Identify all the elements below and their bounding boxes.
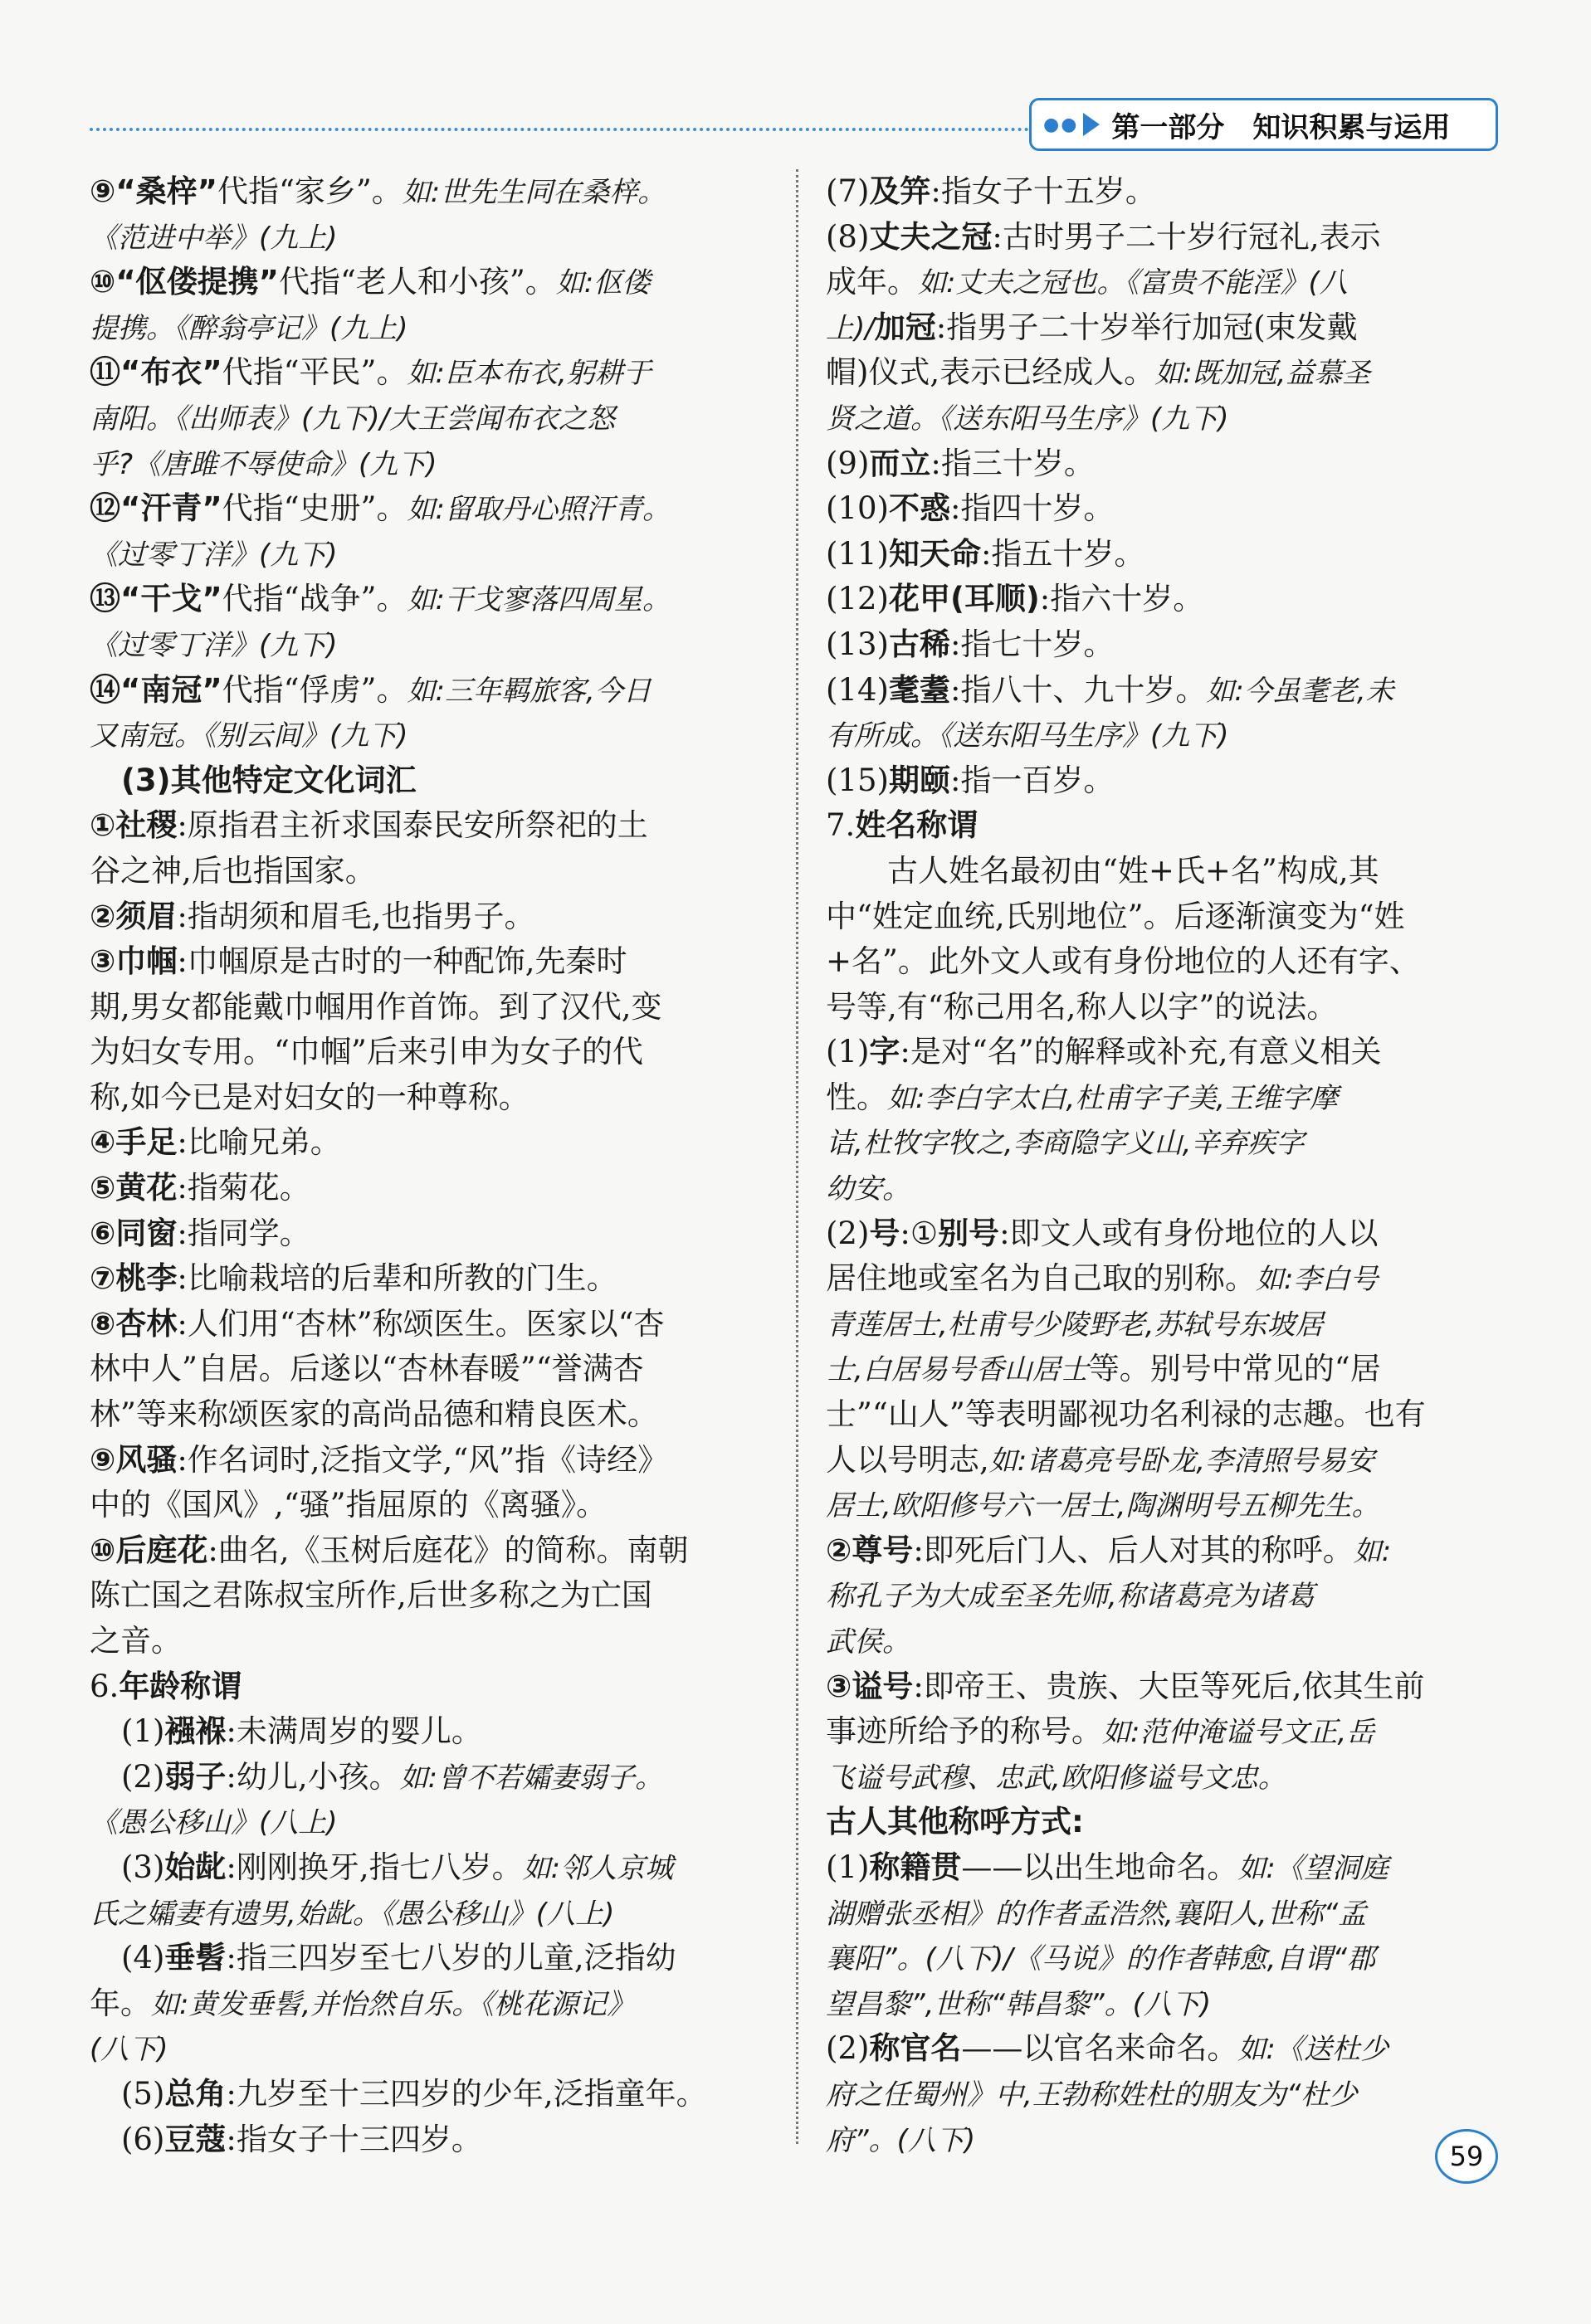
term-text: ④手足 — [90, 1124, 178, 1161]
text-line — [826, 260, 1502, 305]
header-arrow-icon — [1083, 113, 1100, 136]
body-text: :未满周岁的婴儿。 — [226, 1713, 482, 1750]
body-text: :即文人或有身份地位的人以 — [999, 1215, 1379, 1251]
text-line — [90, 1438, 766, 1484]
example-text: 诘,杜牧字牧之,李商隐字义山,辛弃疾字 — [826, 1127, 1305, 1161]
term-text: ⑧杏林 — [90, 1305, 178, 1342]
example-text: 如:干戈寥落四周星。 — [407, 583, 671, 617]
body-text: :比喻兄弟。 — [177, 1124, 341, 1161]
text-line — [90, 1392, 766, 1438]
body-text: :指男子二十岁举行加冠(束发戴 — [935, 309, 1358, 345]
term-text: 称官名 — [869, 2030, 962, 2067]
example-text: 府之任蜀州》中,王勃称姓杜的朋友为“杜少 — [826, 2078, 1358, 2112]
text-line — [826, 668, 1502, 714]
example-text: 如:《送杜少 — [1237, 2033, 1388, 2067]
example-text: 如:臣本布衣,躬耕于 — [407, 357, 652, 391]
term-text: 总角 — [164, 2075, 227, 2112]
text-line — [90, 396, 766, 441]
body-text: :即死后门人、后人对其的称呼。 — [913, 1532, 1354, 1568]
body-text: 年。 — [90, 1985, 151, 2021]
body-text: 帽)仪式,表示已经成人。 — [826, 354, 1155, 391]
text-line — [90, 1211, 766, 1257]
example-text: 上)/ — [826, 311, 875, 345]
page-number: 59 — [1435, 2129, 1498, 2184]
body-text: :指五十岁。 — [980, 535, 1145, 572]
example-text: 如:伛偻 — [555, 266, 651, 300]
text-line — [826, 1483, 1502, 1528]
text-line — [90, 985, 766, 1030]
term-text: 耄耋 — [888, 671, 950, 708]
body-text: 成年。 — [826, 264, 918, 300]
example-text: 湖赠张丞相》的作者孟浩然,襄阳人,世称“孟 — [826, 1897, 1367, 1931]
text-line — [826, 1438, 1502, 1484]
body-text: (6) — [121, 2121, 165, 2157]
example-text: 如:李白字太白,杜甫字子美,王维字摩 — [887, 1081, 1339, 1115]
text-line — [826, 1936, 1502, 1981]
body-text: :比喻栽培的后辈和所教的门生。 — [177, 1260, 617, 1297]
text-line — [90, 1619, 766, 1664]
body-text: :作名词时,泛指文学,“风”指《诗经》 — [177, 1441, 669, 1478]
text-line — [826, 350, 1502, 396]
body-text: 林中人”自居。后遂以“杏林春暖”“誉满杏 — [90, 1351, 644, 1387]
body-text: (1) — [826, 1034, 870, 1070]
body-text: :指一百岁。 — [949, 762, 1115, 798]
term-text: 古稀 — [888, 626, 950, 662]
text-line — [826, 713, 1502, 758]
text-line — [826, 1392, 1502, 1438]
body-text: :曲名,《玉树后庭花》的简称。南朝 — [207, 1532, 689, 1568]
body-text: 士”“山人”等表明鄙视功名利禄的志趣。也有 — [826, 1396, 1426, 1433]
term-text: 不惑 — [888, 490, 950, 527]
text-line — [90, 169, 766, 215]
text-line — [826, 169, 1502, 215]
example-text: 府”。(八下) — [826, 2123, 976, 2157]
text-line — [90, 1573, 766, 1619]
body-text: 等。别号中常见的“居 — [1088, 1351, 1381, 1387]
term-text: ②须眉 — [90, 898, 178, 934]
text-line — [826, 1981, 1502, 2027]
text-line — [826, 1166, 1502, 1211]
example-text: 称孔子为大成至圣先师,称诸葛亮为诸葛 — [826, 1580, 1315, 1614]
text-line — [90, 1075, 766, 1121]
text-line — [90, 622, 766, 668]
body-text: (1) — [121, 1713, 165, 1750]
example-text: 又南冠。《别云间》(九下) — [90, 719, 408, 753]
header-title: 知识积累与运用 — [1252, 110, 1451, 144]
body-text: 为妇女专用。“巾帼”后来引申为女子的代 — [90, 1034, 643, 1070]
term-text: ⑭“南冠” — [90, 671, 222, 708]
term-text: 称籍贯 — [869, 1849, 962, 1885]
example-text: 提携。《醉翁亭记》(九上) — [90, 311, 408, 345]
term-text: ②尊号 — [826, 1532, 914, 1568]
section-header — [1029, 98, 1498, 151]
text-line — [826, 1800, 1502, 1845]
term-text: 襁褓 — [164, 1713, 227, 1750]
text-line — [90, 1302, 766, 1347]
body-text: :指三四岁至七八岁的儿童,泛指幼 — [226, 1940, 676, 1976]
text-line — [826, 305, 1502, 351]
body-text: (9) — [826, 445, 870, 481]
body-text: :巾帼原是古时的一种配饰,先秦时 — [177, 943, 627, 980]
term-text: 而立 — [869, 445, 931, 481]
body-text: (7) — [826, 173, 870, 209]
left-column — [90, 169, 766, 2162]
example-text: 贤之道。《送东阳马生序》(九下) — [826, 402, 1229, 436]
text-line — [90, 2072, 766, 2117]
term-text: 加冠 — [874, 309, 936, 345]
text-line — [826, 1030, 1502, 1075]
body-text: :指八十、九十岁。 — [949, 671, 1207, 708]
text-line — [826, 1528, 1502, 1574]
example-text: (八下) — [90, 2033, 168, 2067]
text-line — [826, 2026, 1502, 2072]
body-text: :是对“名”的解释或补充,有意义相关 — [900, 1034, 1382, 1070]
example-text: 如: — [1353, 1534, 1392, 1568]
term-text: ⑫“汗青” — [90, 490, 222, 527]
body-text: 号等,有“称己用名,称人以字”的说法。 — [826, 988, 1338, 1025]
body-text: ——以出生地命名。 — [961, 1849, 1238, 1885]
body-text: (2) — [826, 1215, 870, 1251]
body-text: :刚刚换牙,指七八岁。 — [226, 1849, 523, 1885]
term-text: ⑤黄花 — [90, 1170, 178, 1206]
body-text: (1) — [826, 1849, 870, 1885]
body-text: (14) — [826, 671, 889, 708]
example-text: 如:留取丹心照汗青。 — [407, 493, 671, 527]
term-text: ⑥同窗 — [90, 1215, 178, 1251]
text-line — [826, 1075, 1502, 1121]
text-line — [90, 668, 766, 714]
text-line — [90, 849, 766, 894]
example-text: 《过零丁洋》(九下) — [90, 628, 338, 662]
text-line — [826, 1256, 1502, 1302]
example-text: 《愚公移山》(八上) — [90, 1806, 338, 1840]
text-line — [826, 849, 1502, 894]
example-text: 武侯。 — [826, 1625, 910, 1659]
term-text: ⑩“伛偻提携” — [90, 264, 279, 300]
term-text: 始龀 — [164, 1849, 227, 1885]
text-line — [826, 1619, 1502, 1664]
body-text: :指女子十三四岁。 — [226, 2121, 482, 2157]
term-text: ③谥号 — [826, 1668, 914, 1704]
text-line — [826, 1755, 1502, 1800]
text-line — [826, 758, 1502, 804]
text-line — [826, 1347, 1502, 1392]
text-line — [90, 1755, 766, 1800]
header-dots-icon: ●● — [1043, 114, 1079, 135]
example-text: 如:黄发垂髫,并怡然自乐。《桃花源记》 — [151, 1987, 636, 2021]
term-text: 及笄 — [869, 173, 931, 209]
body-text: (13) — [826, 626, 889, 662]
example-text: 《范进中举》(九上) — [90, 221, 338, 255]
text-line — [826, 396, 1502, 441]
text-line — [90, 1166, 766, 1211]
body-text: :指菊花。 — [177, 1170, 310, 1206]
text-line — [826, 1302, 1502, 1347]
text-line — [90, 532, 766, 577]
example-text: 青莲居士,杜甫号少陵野老,苏轼号东坡居 — [826, 1308, 1324, 1342]
term-text: 别号 — [938, 1215, 1000, 1251]
text-line — [826, 622, 1502, 668]
text-line — [826, 1573, 1502, 1619]
text-line — [826, 486, 1502, 532]
body-text: (3) — [121, 1849, 165, 1885]
body-text: 人以号明志, — [826, 1441, 989, 1478]
text-line — [90, 1800, 766, 1845]
body-text: (2) — [826, 2030, 870, 2067]
text-line — [826, 532, 1502, 577]
body-text: :指七十岁。 — [949, 626, 1115, 662]
header-part: 第一部分 — [1111, 110, 1225, 144]
example-text: 如:邻人京城 — [522, 1851, 674, 1885]
term-text: 垂髫 — [164, 1940, 227, 1976]
text-line — [826, 1664, 1502, 1710]
text-line — [90, 1664, 766, 1710]
text-line — [826, 1891, 1502, 1937]
body-text: 代指“战争”。 — [222, 581, 408, 617]
text-line — [90, 1256, 766, 1302]
term-text: 年龄称谓 — [119, 1668, 242, 1704]
body-text: 居住地或室名为自己取的别称。 — [826, 1260, 1256, 1297]
text-line — [90, 1483, 766, 1528]
body-text: +名”。此外文人或有身份地位的人还有字、 — [826, 943, 1420, 980]
example-text: 氏之孀妻有遗男,始龀。《愚公移山》(八上) — [90, 1897, 615, 1931]
body-text: 期,男女都能戴巾帼用作首饰。到了汉代,变 — [90, 988, 662, 1025]
body-text: :① — [900, 1215, 939, 1251]
body-text: (2) — [121, 1758, 165, 1795]
body-text: :指六十岁。 — [1039, 581, 1204, 617]
body-text: 事迹所给予的称号。 — [826, 1713, 1102, 1750]
example-text: 如:三年羁旅客,今日 — [407, 674, 652, 708]
body-text: :人们用“杏林”称颂医生。医家以“杏 — [177, 1305, 665, 1342]
body-text: 代指“家乡”。 — [217, 173, 403, 209]
text-line — [90, 577, 766, 622]
column-divider — [796, 169, 798, 2144]
text-line — [90, 1030, 766, 1075]
term-text: 花甲(耳顺) — [888, 581, 1040, 617]
term-text: 豆蔻 — [164, 2121, 227, 2157]
term-text: 丈夫之冠 — [869, 218, 993, 255]
header-dotted-rule — [90, 128, 1036, 131]
body-text: ——以官名来命名。 — [961, 2030, 1238, 2067]
term-text: 姓名称谓 — [855, 807, 979, 844]
body-text: 代指“平民”。 — [222, 354, 408, 391]
example-text: 如:范仲淹谥号文正,岳 — [1102, 1716, 1375, 1750]
text-line — [90, 305, 766, 351]
text-line — [826, 1211, 1502, 1257]
text-line — [90, 1528, 766, 1574]
term-text: 字 — [869, 1034, 900, 1070]
text-line — [90, 441, 766, 487]
term-text: ⑪“布衣” — [90, 354, 222, 391]
body-text: (4) — [121, 1940, 165, 1976]
text-line — [90, 1845, 766, 1891]
body-text: 称,如今已是对妇女的一种尊称。 — [90, 1079, 530, 1115]
body-text: :指胡须和眉毛,也指男子。 — [177, 898, 535, 934]
example-text: 有所成。《送东阳马生序》(九下) — [826, 719, 1229, 753]
example-text: 望昌黎”,世称“韩昌黎”。(八下) — [826, 1987, 1212, 2021]
term-text: 号 — [869, 1215, 900, 1251]
body-text: :原指君主祈求国泰民安所祭祀的土 — [177, 807, 648, 844]
body-text: :指三十岁。 — [930, 445, 1095, 481]
text-line — [826, 803, 1502, 849]
text-line — [90, 1981, 766, 2027]
example-text: 飞谥号武穆、忠武,欧阳修谥号文忠。 — [826, 1761, 1286, 1795]
text-line — [826, 2072, 1502, 2117]
body-text: 陈亡国之君陈叔宝所作,后世多称之为亡国 — [90, 1577, 652, 1614]
example-text: 如:今虽耄老,未 — [1206, 674, 1394, 708]
text-line — [90, 1709, 766, 1755]
body-text: 7. — [826, 807, 856, 844]
term-text: 弱子 — [164, 1758, 227, 1795]
text-line — [826, 577, 1502, 622]
text-line — [90, 486, 766, 532]
term-text: ①社稷 — [90, 807, 178, 844]
text-line — [90, 894, 766, 940]
body-text: 代指“史册”。 — [222, 490, 408, 527]
body-text: (15) — [826, 762, 889, 798]
text-line — [90, 1936, 766, 1981]
body-text: 古人姓名最初由“姓+氏+名”构成,其 — [887, 852, 1379, 889]
example-text: 士,白居易号香山居士 — [826, 1353, 1089, 1387]
body-text: 6. — [90, 1668, 120, 1704]
example-text: 如:李白号 — [1256, 1263, 1379, 1297]
example-text: 乎?《唐雎不辱使命》(九下) — [90, 447, 437, 481]
term-text: ⑩后庭花 — [90, 1532, 208, 1568]
body-text: :古时男子二十岁行冠礼,表示 — [992, 218, 1381, 255]
example-text: 如:《望洞庭 — [1237, 1851, 1388, 1885]
text-line — [90, 758, 766, 804]
text-line — [826, 1709, 1502, 1755]
text-line — [826, 894, 1502, 940]
text-line — [90, 1891, 766, 1937]
text-line — [826, 215, 1502, 261]
body-text: :幼儿,小孩。 — [226, 1758, 400, 1795]
body-text: 谷之神,后也指国家。 — [90, 852, 376, 889]
text-line — [90, 2026, 766, 2072]
example-text: 居士,欧阳修号六一居士,陶渊明号五柳先生。 — [826, 1489, 1380, 1523]
text-line — [90, 939, 766, 985]
example-text: 如:既加冠,益慕圣 — [1154, 357, 1371, 391]
text-line — [826, 1120, 1502, 1166]
text-line — [826, 985, 1502, 1030]
term-text: 知天命 — [888, 535, 981, 572]
body-text: :指同学。 — [177, 1215, 310, 1251]
body-text: 代指“俘虏”。 — [222, 671, 408, 708]
text-line — [90, 260, 766, 305]
example-text: 如:丈夫之冠也。《富贵不能淫》(八 — [918, 266, 1348, 300]
text-line — [826, 939, 1502, 985]
body-text: :指四十岁。 — [949, 490, 1115, 527]
right-column — [826, 169, 1502, 2162]
body-text: :指女子十五岁。 — [930, 173, 1156, 209]
body-text: 之音。 — [90, 1623, 182, 1659]
text-line — [90, 713, 766, 758]
example-text: 南阳。《出师表》(九下)/大王尝闻布衣之怒 — [90, 402, 615, 436]
term-text: ③巾帼 — [90, 943, 178, 980]
body-text: 中的《国风》,“骚”指屈原的《离骚》。 — [90, 1487, 608, 1523]
term-text: ⑦桃李 — [90, 1260, 178, 1297]
body-text: :即帝王、贵族、大臣等死后,依其生前 — [913, 1668, 1425, 1704]
text-line — [826, 2117, 1502, 2163]
text-line — [826, 441, 1502, 487]
example-text: 如:诸葛亮号卧龙,李清照号易安 — [988, 1444, 1375, 1478]
text-line — [90, 2117, 766, 2163]
body-text: 中“姓定血统,氏别地位”。后逐渐演变为“姓 — [826, 898, 1405, 934]
body-text: 代指“老人和小孩”。 — [278, 264, 556, 300]
body-text: :九岁至十三四岁的少年,泛指童年。 — [226, 2075, 707, 2112]
example-text: 幼安。 — [826, 1172, 910, 1206]
example-text: 襄阳”。(八下)/《马说》的作者韩愈,自谓“郡 — [826, 1942, 1376, 1976]
example-text: 《过零丁洋》(九下) — [90, 538, 338, 572]
body-text: (8) — [826, 218, 870, 255]
text-line — [90, 803, 766, 849]
body-text: 性。 — [826, 1079, 887, 1115]
text-line — [90, 350, 766, 396]
term-text: 古人其他称呼方式: — [826, 1804, 1084, 1840]
body-text: (10) — [826, 490, 889, 527]
body-text: (11) — [826, 535, 889, 572]
term-text: ⑨风骚 — [90, 1441, 178, 1478]
term-text: 期颐 — [888, 762, 950, 798]
example-text: 如:世先生同在桑梓。 — [402, 176, 666, 209]
text-line — [90, 1120, 766, 1166]
term-text: (3)其他特定文化词汇 — [121, 762, 417, 798]
text-line — [826, 1845, 1502, 1891]
body-text: (5) — [121, 2075, 165, 2112]
example-text: 如:曾不若孀妻弱子。 — [399, 1761, 664, 1795]
term-text: ⑨“桑梓” — [90, 173, 217, 209]
text-line — [90, 1347, 766, 1392]
body-text: (12) — [826, 581, 889, 617]
text-line — [90, 215, 766, 261]
term-text: ⑬“干戈” — [90, 581, 222, 617]
body-text: 林”等来称颂医家的高尚品德和精良医术。 — [90, 1396, 658, 1433]
